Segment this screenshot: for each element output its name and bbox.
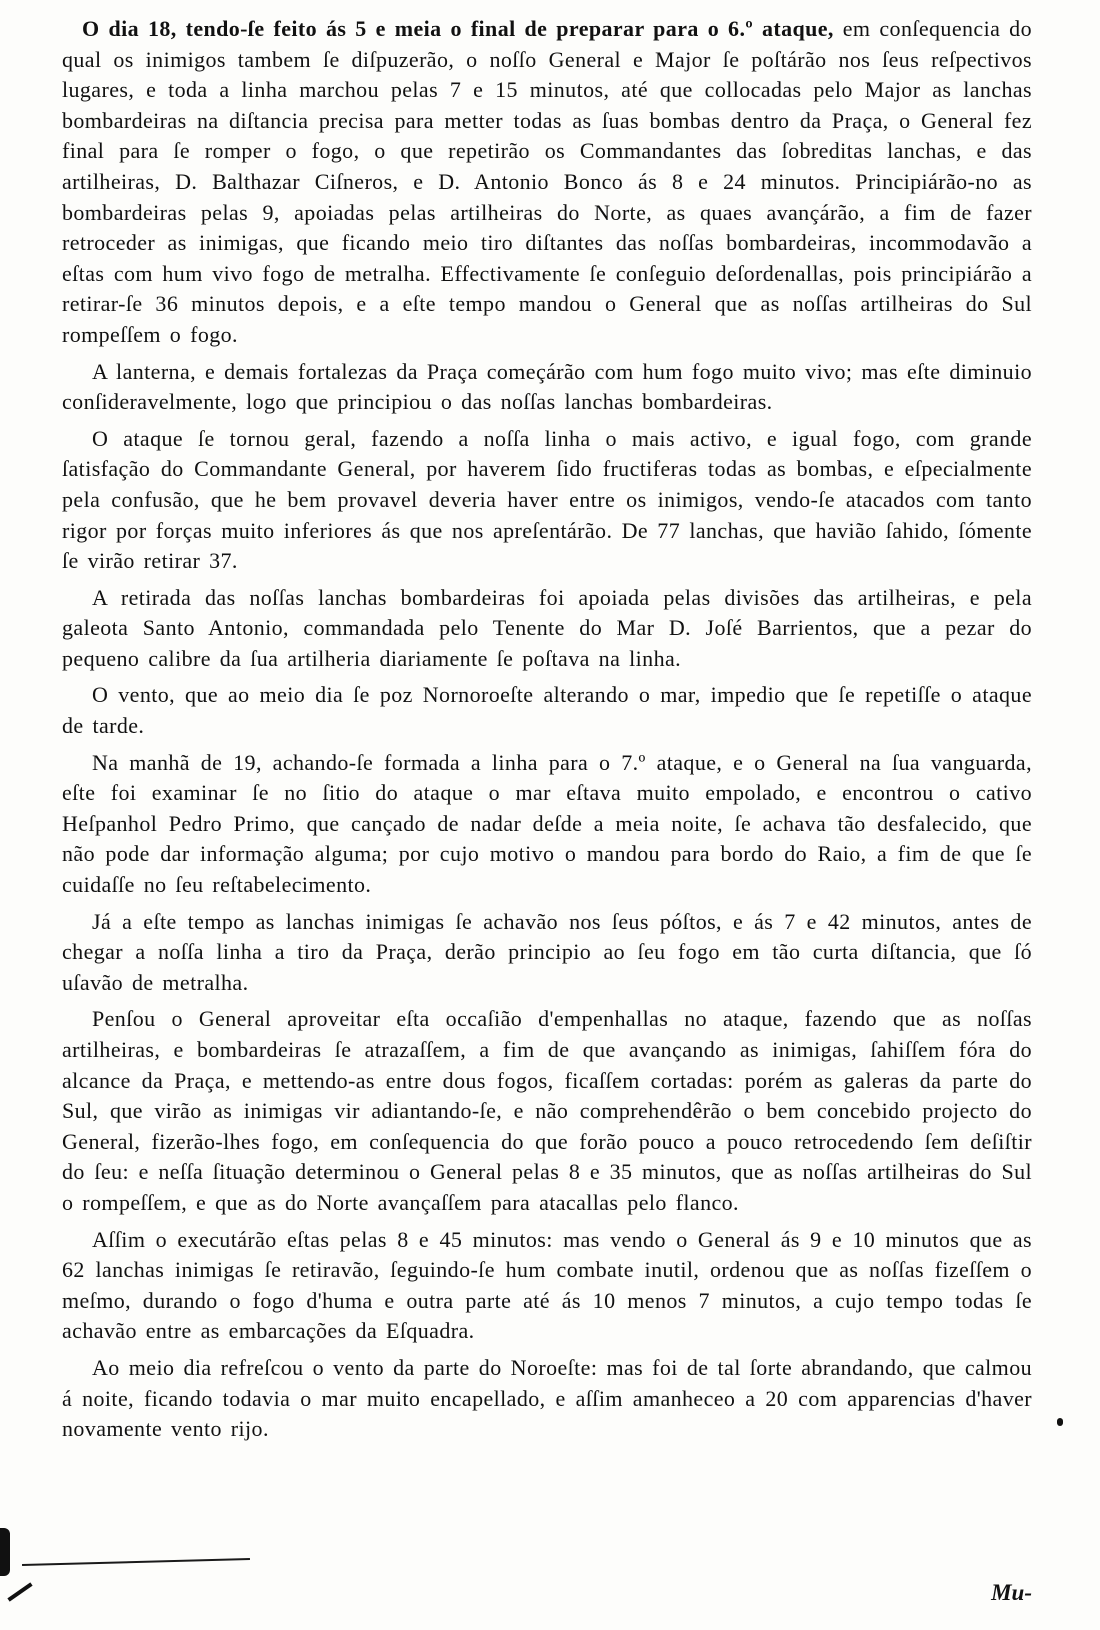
paragraph-1-lead: O dia 18, tendo-ſe feito ás 5 e meia o final de preparar para o 6.º ataque, [82, 16, 834, 41]
paragraph-9: Aſſim o executárão eſtas pelas 8 e 45 minutos: mas vendo o General ás 9 e 10 minutos que as 62 lanchas inimigas ſe retiravão, ſeguindo-ſe hum combate inutil, ordenou que as noſſas fizeſſem o meſmo, durando o fogo d'huma e outra parte até ás 10 menos 7 minutos, a cujo tempo todas ſe achavão entre as embarcações da Eſquadra. [62, 1226, 1032, 1344]
body-text [62, 14, 1032, 1451]
paragraph-2: A lanterna, e demais fortalezas da Praça começárão com hum fogo muito vivo; mas eſte diminuio conſideravelmente, logo que principiou o das noſſas lanchas bombardeiras. [62, 358, 1032, 415]
margin-ink-stroke [7, 1582, 32, 1601]
margin-ink-mark [0, 1528, 10, 1576]
paragraph-4: A retirada das noſſas lanchas bombardeiras foi apoiada pelas divisões das artilheiras, e pela galeota Santo Antonio, commandada pelo Tenente do Mar D. Joſé Barrientos, que a pezar do pequeno calibre da ſua artilheria diariamente ſe poſtava na linha. [62, 584, 1032, 671]
catchword: Mu- [991, 1580, 1032, 1605]
paragraph-7: Já a eſte tempo as lanchas inimigas ſe achavão nos ſeus póſtos, e ás 7 e 42 minutos, antes de chegar a noſſa linha a tiro da Praça, derão principio ao ſeu fogo em tão curta diſtancia, que ſó uſavão de metralha. [62, 908, 1032, 995]
paragraph-6: Na manhã de 19, achando-ſe formada a linha para o 7.º ataque, e o General na ſua vanguarda, eſte foi examinar ſe no ſitio do ataque o mar eſtava muito empolado, e encontrou o cativo Heſpanhol Pedro Primo, que cançado de nadar deſde a meia noite, ſe achava tão desfalecido, que não pode dar informação alguma; por cujo motivo o mandou para bordo do Raio, a fim de que ſe cuidaſſe no ſeu reſtabelecimento. [62, 749, 1032, 898]
paragraph-10: Ao meio dia refreſcou o vento da parte do Noroeſte: mas foi de tal ſorte abrandando, que calmou á noite, ficando todavia o mar muito encapellado, e aſſim amanheceo a 20 com apparencias d'haver novamente vento rijo. [62, 1354, 1032, 1442]
paragraph-5: O vento, que ao meio dia ſe poz Nornoroeſte alterando o mar, impedio que ſe repetiſſe o ataque de tarde. [62, 682, 1032, 739]
paragraph-1-text: em conſequencia do qual os inimigos tambem ſe diſpuzerão, o noſſo General e Major ſe poſtárão nos ſeus reſpectivos lugares, e toda a linha marchou pelas 7 e 15 minutos, até que collocadas pelo Major as lanchas bombardeiras na diſtancia precisa para metter todas as ſuas bombas dentro da Praça, o General fez final para ſe romper o fogo, o que repetirão os Commandantes das ſobreditas lanchas, e das artilheiras, D. Balthazar Ciſneros, e D. Antonio Bonco ás 8 e 24 minutos. Principiárão-no as bombardeiras pelas 9, apoiadas pelas artilheiras do Norte, as quaes avançárão, a fim de fazer retroceder as inimigas, que ficando meio tiro diſtantes das noſſas bombardeiras, incommodavão a eſtas com hum vivo fogo de metralha. Effectivamente ſe conſeguio deſordenallas, pois principiárão a retirar-ſe 36 minutos depois, e a eſte tempo mandou o General que as noſſas artilheiras do Sul rompeſſem o fogo. [62, 16, 1032, 347]
margin-ink-dot [1057, 1418, 1063, 1426]
footer-rule [22, 1558, 250, 1566]
paragraph-8: Penſou o General aproveitar eſta occaſião d'empenhallas no ataque, fazendo que as noſſas artilheiras, e bombardeiras ſe atrazaſſem, a fim de que avançando as inimigas, ſahiſſem fóra do alcance da Praça, e mettendo-as entre dous fogos, ficaſſem cortadas: porém as galeras da parte do Sul, que virão as inimigas vir adiantando-ſe, e não comprehendêrão o bem concebido projecto do General, fizerão-lhes fogo, em conſequencia do que forão pouco a pouco retrocedendo ſem deſiſtir do ſeu: e neſſa ſituação determinou o General pelas 8 e 35 minutos, que as noſſas artilheiras do Sul o rompeſſem, e que as do Norte avançaſſem para atacallas pelo flanco. [62, 1006, 1032, 1215]
paragraph-1 [62, 14, 1032, 351]
paragraph-3: O ataque ſe tornou geral, fazendo a noſſa linha o mais activo, e igual fogo, com grande ſatisfação do Commandante General, por haverem ſido fructiferas todas as bombas, e eſpecialmente pela confusão, que he bem provavel deveria haver entre os inimigos, vendo-ſe atacados com tanto rigor por forças muito inferiores ás que nos apreſentárão. De 77 lanchas, que havião ſahido, ſómente ſe virão retirar 37. [62, 425, 1032, 574]
